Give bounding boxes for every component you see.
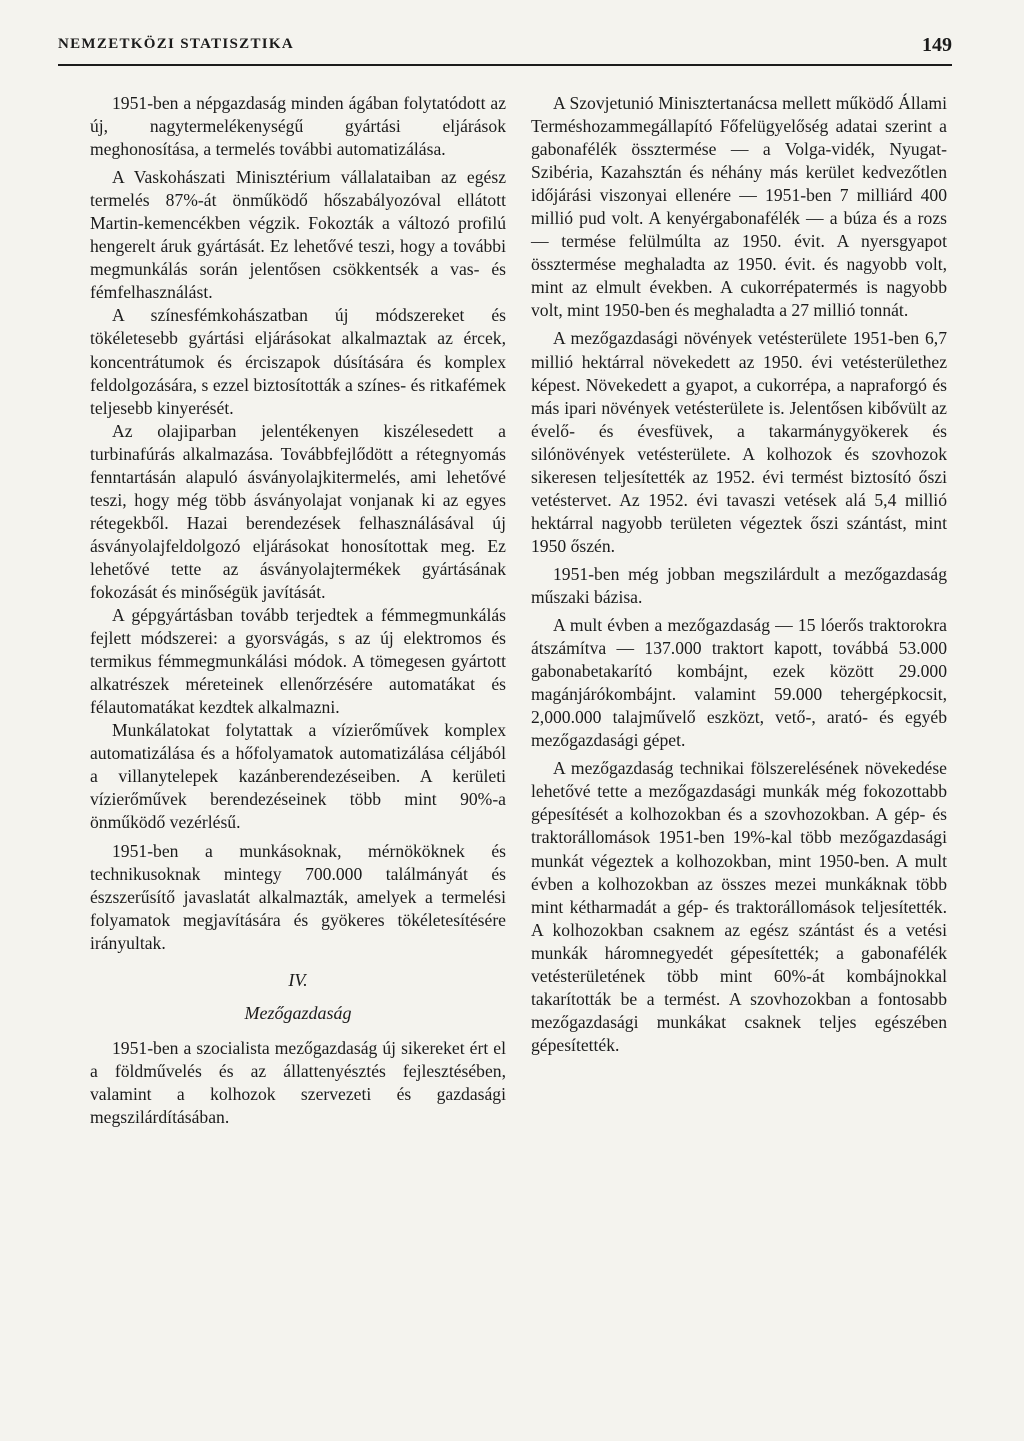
paragraph: A Vaskohászati Minisztérium vállalataiban az egész termelés 87%-át önműködő hőszabályozóval ellátott Martin-kemencékben végzik. Fokozták a változó profilú hengerelt áruk gyártását. Ez lehetővé teszi, hogy a további megmunkálás során jelentősen csökkentsék a vas- és fémfelhasználást.	[90, 167, 506, 303]
section-title: Mezőgazdaság	[244, 1002, 352, 1023]
right-column	[531, 92, 947, 1057]
running-header	[58, 34, 952, 66]
paragraph: 1951-ben még jobban megszilárdult a mezőgazdaság műszaki bázisa.	[531, 563, 947, 607]
paragraph: A mult évben a mezőgazdaság — 15 lóerős traktorokra átszámítva — 137.000 traktort kapott, továbbá 53.000 gabonabetakarító kombájnt, ezek között 29.000 magánjárókombájnt. valamint 59.000 tehergépkocsit, 2,000.000 talajművelő eszközt, vető-, arató- és egyéb mezőgazdasági gépet.	[531, 615, 947, 751]
page-number: 149	[922, 34, 952, 56]
paragraph: 1951-ben a szocialista mezőgazdaság új sikereket ért el a földművelés és az állattenyésztés fejlesztésében, valamint a kolhozok szervezeti és gazdasági megszilárdításában.	[90, 1037, 506, 1127]
paragraph: A mezőgazdaság technikai fölszerelésének növekedése lehetővé tette a mezőgazdasági munkák még fokozottabb gépesítését a kolhozokban és a szovhozokban. A gép- és traktorállomások 1951-ben 19%-kal több mezőgazdasági munkát végeztek a kolhozokban, mint 1950-ben. A mult évben a kolhozokban az összes mezei munkáknak több mint kétharmadát a gép- és traktorállomások teljesítették. A kolhozokban csaknem az egész szántást és a vetési munkák háromnegyedét gépesítették; a gabonafélék vetésterületének több mint 60%-át kombájnokkal takarították be a termést. A szovhozokban a fontosabb mezőgazdasági munkákat csaknek teljes egészében gépesítették.	[531, 758, 947, 1055]
paragraph: A színesfémkohászatban új módszereket és tökéletesebb gyártási eljárásokat alkalmaztak az ércek, koncentrátumok és érciszapok dúsítására és komplex feldolgozására, s ezzel biztosították a színes- és ritkafémek teljesebb kinyerését.	[90, 305, 506, 418]
journal-title: NEMZETKÖZI STATISZTIKA	[58, 36, 295, 52]
left-column	[90, 92, 506, 1129]
paragraph: 1951-ben a népgazdaság minden ágában folytatódott az új, nagytermelékenységű gyártási eljárások meghonosítása, a termelés további automatizálása.	[90, 93, 506, 160]
paragraph: A gépgyártásban tovább terjedtek a fémmegmunkálás fejlett módszerei: a gyorsvágás, s az új elektromos és termikus fémmegmunkálási módok. A tömegesen gyártott alkatrészek méreteinek ellenőrzésére automatákat és félautomatákat kezdtek alkalmazni.	[90, 605, 506, 718]
paragraph: Munkálatokat folytattak a vízierőművek komplex automatizálása és a hőfolyamatok automatizálása céljából a villanytelepek kazánberendezéseiben. A kerületi vízierőművek berendezéseinek több mint 90%-a önműködő vezérlésű.	[90, 720, 506, 833]
paragraph: A Szovjetunió Minisztertanácsa mellett működő Állami Terméshozammegállapító Főfelügyelőség adatai szerint a gabonafélék össztermése — a Volga-vidék, Nyugat-Szibéria, Kazahsztán és néhány más kerület kedvezőtlen időjárási viszonyai ellenére — 1951-ben 7 milliárd 400 millió pud volt. A kenyérgabonafélék — a búza és a rozs — termése felülmúlta az 1950. évit. A nyersgyapot össztermése meghaladta az 1950. évit. és nagyobb volt, mint az elmult években. A cukorrépatermés is nagyobb volt, mint 1950-ben és meghaladta a 27 millió tonnát.	[531, 93, 947, 321]
section-number: IV.	[288, 969, 308, 990]
paragraph: A mezőgazdasági növények vetésterülete 1951-ben 6,7 millió hektárral növekedett az 1950. évi vetésterülethez képest. Növekedett a gyapot, a cukorrépa, a napraforgó és más ipari növények vetésterülete is. Jelentősen kibővült az évelő- és évesfüvek, a takarmánygyökerek és silónövények vetésterülete. A kolhozok és szovhozok sikeresen teljesítették az 1952. évi termést biztosító őszi vetéstervet. Az 1952. évi tavaszi vetések alá 5,4 millió hektárral nagyobb területen végeztek őszi szántást, mint 1950 őszén.	[531, 328, 947, 556]
paragraph: Az olajiparban jelentékenyen kiszélesedett a turbinafúrás alkalmazása. Továbbfejlődött a rétegnyomás fenntartásán alapuló ásványolajkitermelés, ami lehetővé teszi, hogy még több ásványolajat vonjanak ki az egyes rétegekből. Hazai berendezések felhasználásával új ásványolajfeldolgozó eljárásokat honosítottak meg. Ez lehetővé tette az ásványolajtermékek gyártásának fokozását és minőségük javítását.	[90, 420, 506, 602]
paragraph: 1951-ben a munkásoknak, mérnököknek és technikusoknak mintegy 700.000 találmányát és észszerűsítő javaslatát alkalmazták, amelyek a termelési folyamatok megjavítására és gyökeres tökéletesítésére irányultak.	[90, 840, 506, 953]
